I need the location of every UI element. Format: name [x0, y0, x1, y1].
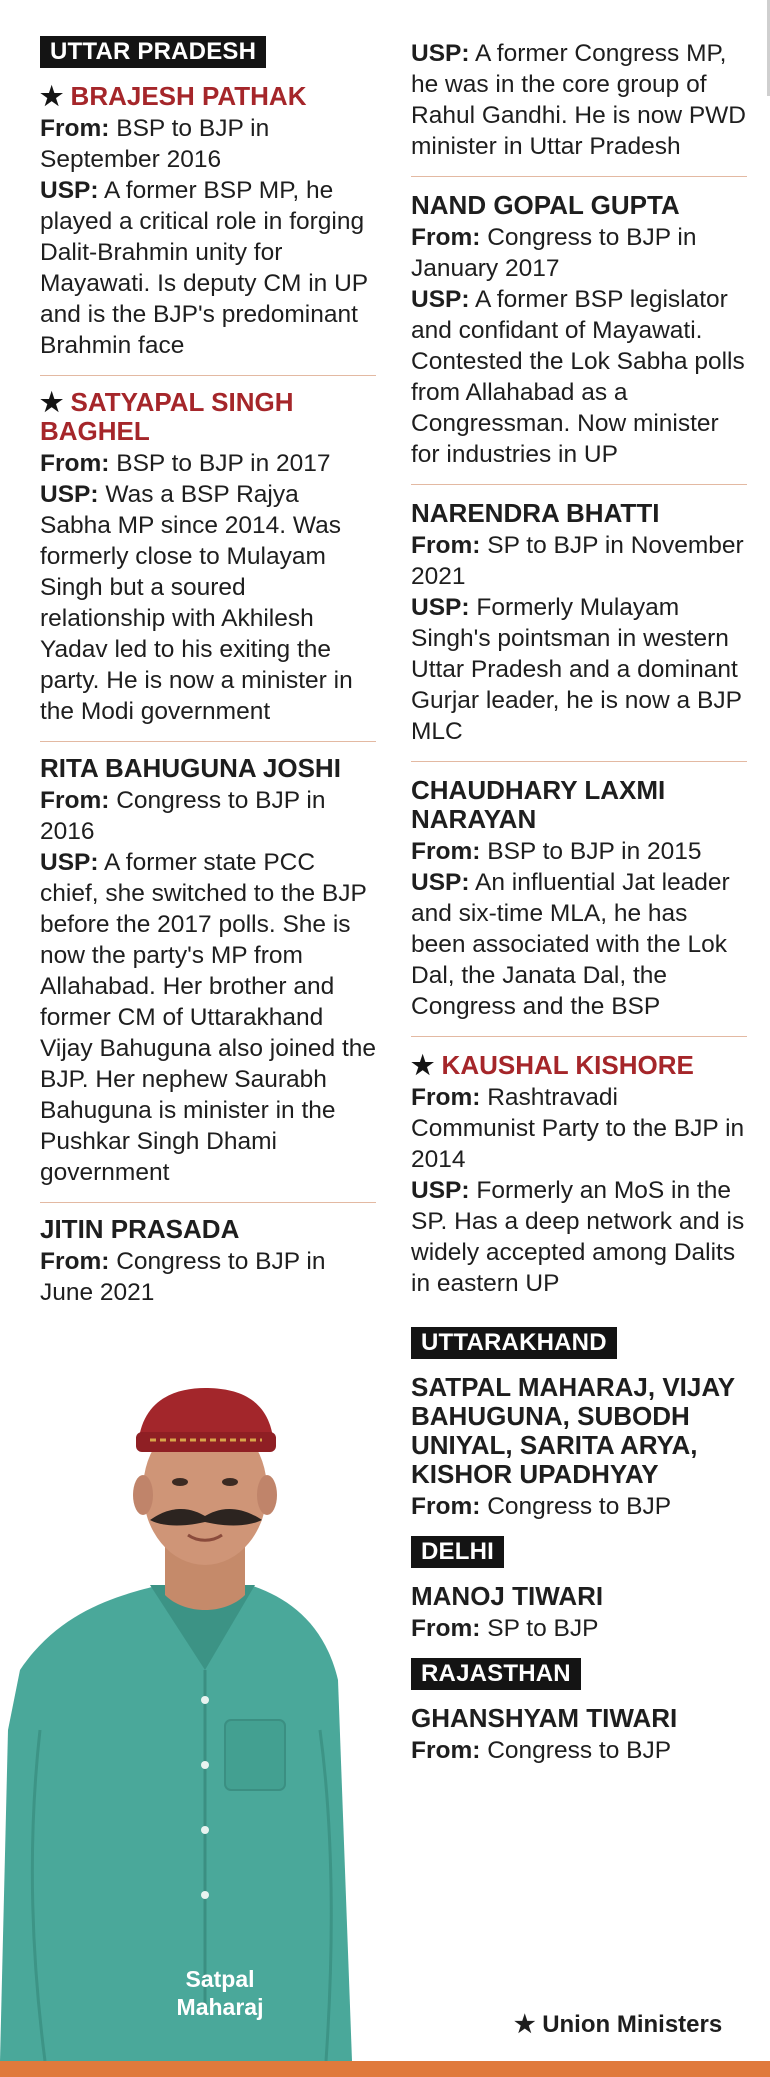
section-uttarakhand: [411, 1327, 747, 1522]
entry-from: From: SP to BJP in November 2021: [411, 532, 744, 590]
entry-from: From: Congress to BJP: [411, 1737, 672, 1764]
entry-kaushal-kishore: [411, 1037, 747, 1313]
photo-caption: Satpal Maharaj: [176, 1966, 264, 2020]
entry-usp: USP: A former BSP MP, he played a critical role in forging Dalit-Brahmin unity for Mayawati. Is deputy CM in UP and is the BJP's predominant Brahmin face: [40, 177, 368, 359]
entry-usp: USP: An influential Jat leader and six-time MLA, he has been associated with the Lok Dal, the Janata Dal, the Congress and the BSP: [411, 869, 730, 1020]
entry-name: ★ BRAJESH PATHAK: [40, 81, 307, 111]
entry-continued-jitin-prasada: [411, 38, 747, 177]
entry-from: From: Congress to BJP: [411, 1493, 672, 1520]
portrait-photo: [0, 1370, 360, 2061]
entry-from: From: BSP to BJP in 2015: [411, 838, 702, 865]
entry-usp: USP: Formerly Mulayam Singh's pointsman in western Uttar Pradesh and a dominant Gurjar leader, he is now a BJP MLC: [411, 594, 742, 745]
star-icon: ★: [411, 1050, 435, 1080]
entry-from: From: BSP to BJP in 2017: [40, 450, 331, 477]
entry-from: From: SP to BJP: [411, 1615, 599, 1642]
entry-from: From: Congress to BJP in 2016: [40, 787, 326, 845]
section-tag-uttar-pradesh: UTTAR PRADESH: [40, 36, 266, 68]
star-icon: ★: [514, 2011, 536, 2038]
entry-name: MANOJ TIWARI: [411, 1581, 604, 1611]
entry-brajesh-pathak: [40, 68, 376, 376]
entry-name: ★ SATYAPAL SINGH BAGHEL: [40, 387, 294, 446]
entry-rita-bahuguna-joshi: [40, 742, 376, 1203]
entry-satyapal-singh-baghel: [40, 376, 376, 742]
entry-usp: USP: Formerly an MoS in the SP. Has a deep network and is widely accepted among Dalits in eastern UP: [411, 1177, 745, 1297]
entry-usp: USP: A former Congress MP, he was in the core group of Rahul Gandhi. He is now PWD minister in Uttar Pradesh: [411, 40, 746, 160]
star-icon: ★: [40, 81, 64, 111]
entry-from: From: Rashtravadi Communist Party to the BJP in 2014: [411, 1084, 745, 1173]
entry-name: SATPAL MAHARAJ, VIJAY BAHUGUNA, SUBODH UNIYAL, SARITA ARYA, KISHOR UPADHYAY: [411, 1372, 735, 1489]
entry-from: From: Congress to BJP in June 2021: [40, 1248, 326, 1306]
entry-narendra-bhatti: [411, 485, 747, 762]
section-delhi: [411, 1536, 747, 1644]
left-column: [40, 36, 376, 1322]
entry-name: NAND GOPAL GUPTA: [411, 190, 680, 220]
entry-name: JITIN PRASADA: [40, 1214, 240, 1244]
right-column: [411, 38, 747, 1776]
section-tag-uttarakhand: UTTARAKHAND: [411, 1327, 617, 1359]
entry-usp: USP: A former state PCC chief, she switched to the BJP before the 2017 polls. She is now the party's MP from Allahabad. Her brother and former CM of Uttarakhand Vijay Bahuguna also joined the BJP. Her nephew Saurabh Bahuguna is minister in the Pushkar Singh Dhami government: [40, 849, 377, 1186]
entry-name: ★ KAUSHAL KISHORE: [411, 1050, 694, 1080]
legend: [514, 2010, 722, 2039]
section-tag-rajasthan: RAJASTHAN: [411, 1658, 581, 1690]
legend-label: Union Ministers: [542, 2011, 723, 2038]
entry-name: CHAUDHARY LAXMI NARAYAN: [411, 775, 666, 834]
entry-chaudhary-laxmi-narayan: [411, 762, 747, 1037]
entry-name: GHANSHYAM TIWARI: [411, 1703, 678, 1733]
entry-name: NARENDRA BHATTI: [411, 498, 660, 528]
section-tag-delhi: DELHI: [411, 1536, 504, 1568]
entry-jitin-prasada: [40, 1203, 376, 1322]
bottom-accent-bar: [0, 2061, 770, 2077]
star-icon: ★: [40, 387, 64, 417]
section-rajasthan: [411, 1658, 747, 1766]
entry-usp: USP: Was a BSP Rajya Sabha MP since 2014. Was formerly close to Mulayam Singh but a soured relationship with Akhilesh Yadav led to his exiting the party. He is now a minister in the Modi government: [40, 481, 353, 725]
entry-from: From: BSP to BJP in September 2016: [40, 115, 270, 173]
entry-name: RITA BAHUGUNA JOSHI: [40, 753, 341, 783]
entry-usp: USP: A former BSP legislator and confidant of Mayawati. Contested the Lok Sabha polls from Allahabad as a Congressman. Now minister for industries in UP: [411, 286, 745, 468]
entry-from: From: Congress to BJP in January 2017: [411, 224, 697, 282]
entry-nand-gopal-gupta: [411, 177, 747, 485]
